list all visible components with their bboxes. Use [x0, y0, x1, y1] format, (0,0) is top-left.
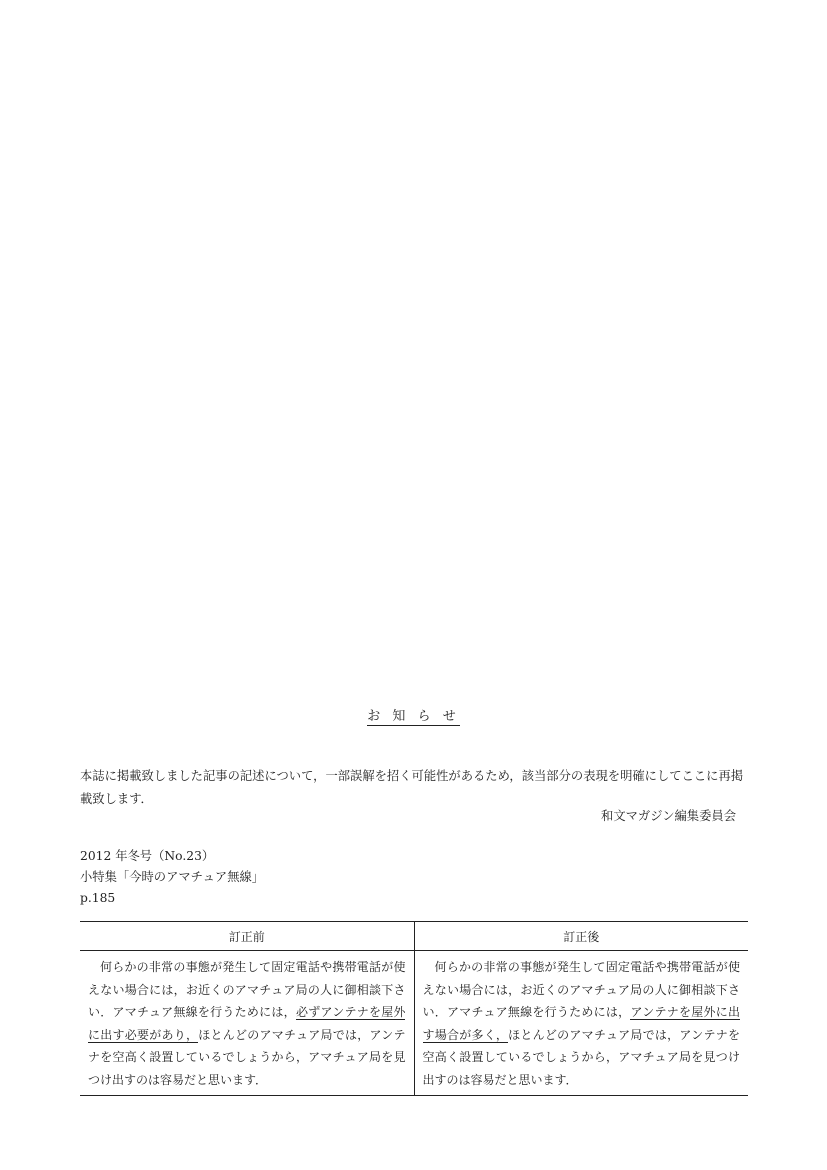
issue-info [80, 846, 264, 909]
notice-intro: 本誌に掲載致しました記事の記述について，一部誤解を招く可能性があるため，該当部分の表現を明確にしてここに再掲載致します． [80, 769, 744, 806]
text-before-underlined: 必ずアンテナを屋外に出す必要があり， [88, 1005, 406, 1042]
correction-table [80, 921, 748, 1096]
correction-table-header-row [80, 922, 748, 951]
notice-title [0, 708, 827, 726]
header-before: 訂正前 [80, 922, 414, 951]
text-before-part1: 何らかの非常の事態が発生して固定電話や携帯電話が使えない場合には，お近くのアマチュア局の人に御相談下さい．アマチュア無線を行うためには， [88, 960, 406, 1020]
correction-table-row [80, 951, 748, 1096]
issue-number: 2012 年冬号（No.23） [80, 849, 215, 863]
notice-title-text: お 知 ら せ [367, 709, 460, 724]
text-before-part2: ほとんどのアマチュア局では，アンテナを空高く設置しているでしょうから，アマチュア局を見つけ出すのは容易だと思います． [88, 1027, 406, 1087]
text-after [414, 951, 748, 1096]
text-before [80, 951, 414, 1096]
text-after-part2: ほとんどのアマチュア局では，アンテナを空高く設置しているでしょうから，アマチュア局を見つけ出すのは容易だと思います． [422, 1027, 740, 1087]
header-after: 訂正後 [414, 922, 748, 951]
notice-signature: 和文マガジン編集委員会 [601, 809, 736, 823]
text-after-part1: 何らかの非常の事態が発生して固定電話や携帯電話が使えない場合には，お近くのアマチュア局の人に御相談下さい．アマチュア無線を行うためには， [422, 960, 740, 1020]
text-after-underlined: アンテナを屋外に出す場合が多く， [422, 1005, 740, 1042]
issue-feature: 小特集「今時のアマチュア無線」 [80, 870, 265, 884]
issue-page: p.185 [80, 891, 116, 905]
